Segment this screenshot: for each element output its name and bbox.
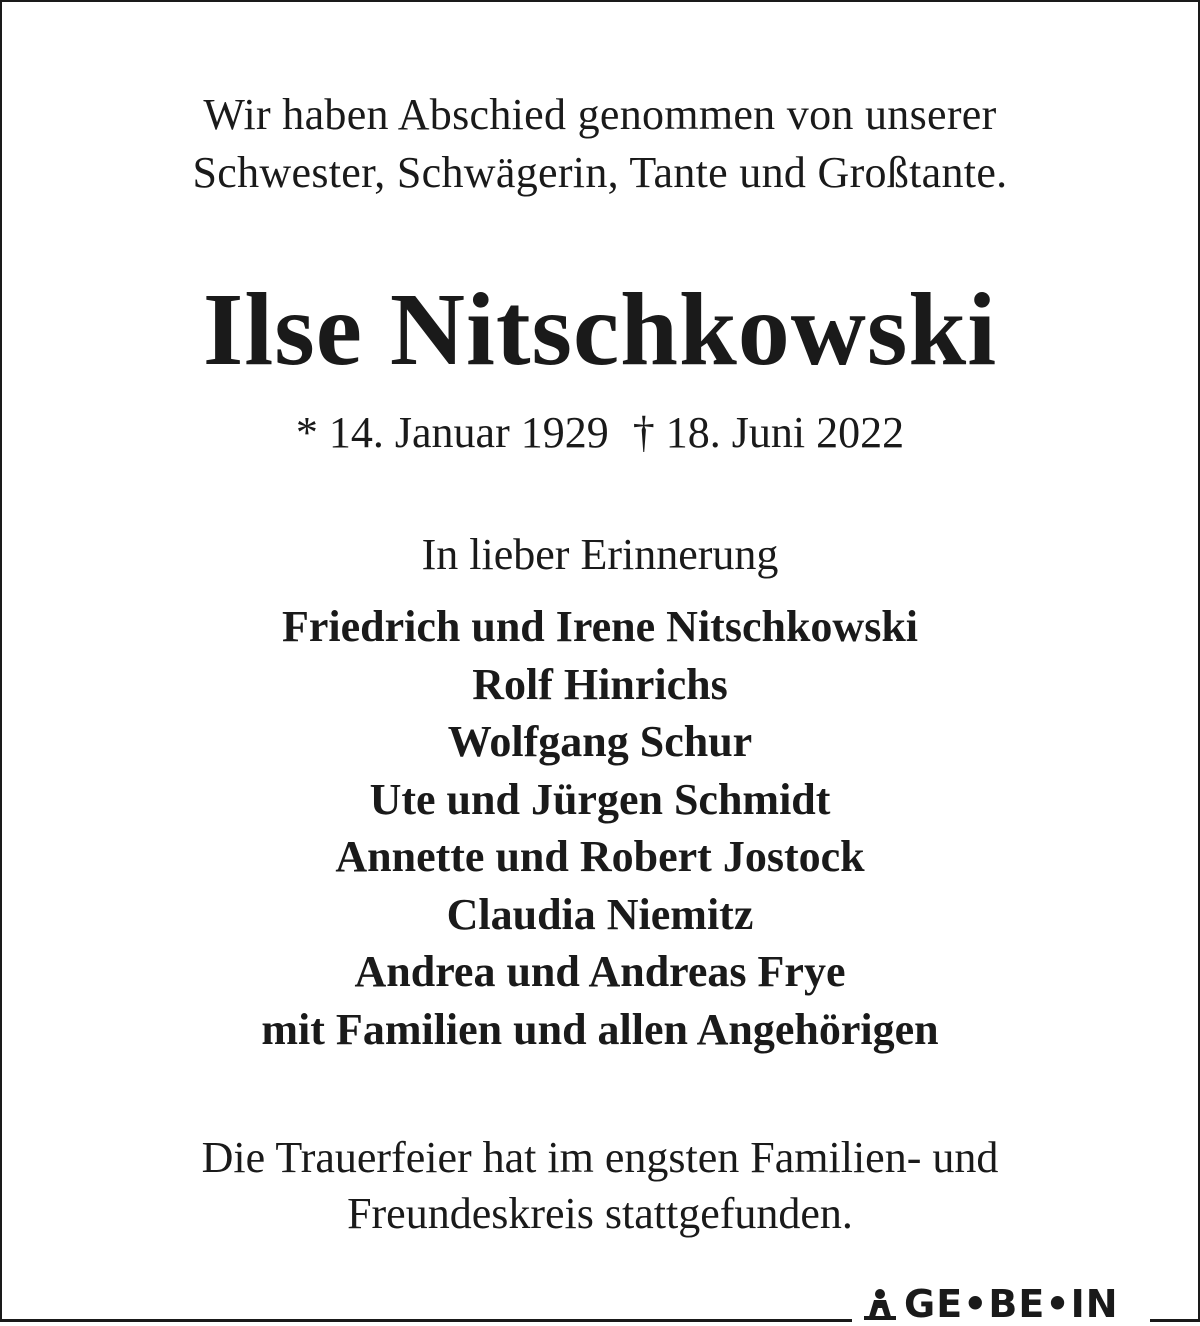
publisher-logo [862,1284,1144,1324]
mourner-name: Rolf Hinrichs [472,659,728,709]
mourners-list [0,598,1200,1058]
ceremony-line: Freundeskreis stattgefunden. [347,1189,853,1238]
mourner-name: Andrea und Andreas Frye [354,947,846,996]
mourner-name: Annette und Robert Jostock [335,832,865,881]
intro-text [0,86,1200,202]
bottom-rule-left [0,1319,852,1322]
ceremony-line: Die Trauerfeier hat im engsten Familien- und [201,1133,999,1182]
birth-date: * 14. Januar 1929 [295,408,609,457]
bottom-rule-right [1150,1319,1200,1322]
mourner-name: mit Familien und allen Angehörigen [261,1004,939,1054]
intro-line: Wir haben Abschied genommen von unserer [203,90,997,139]
gebein-mark-icon [862,1286,898,1322]
memory-line: In lieber Erinnerung [421,530,779,579]
intro-line: Schwester, Schwägerin, Tante und Großtante. [192,148,1008,197]
publisher-logo-text: GE•BE•IN [904,1282,1119,1326]
deceased-name: Ilse Nitschkowski [202,272,998,387]
death-date: † 18. Juni 2022 [632,408,905,457]
ceremony-note [0,1130,1200,1242]
mourner-name: Wolfgang Schur [447,717,753,766]
life-dates [0,405,1200,461]
mourner-name: Claudia Niemitz [446,889,754,939]
mourner-name: Friedrich und Irene Nitschkowski [281,602,919,651]
mourner-name: Ute und Jürgen Schmidt [369,774,831,824]
